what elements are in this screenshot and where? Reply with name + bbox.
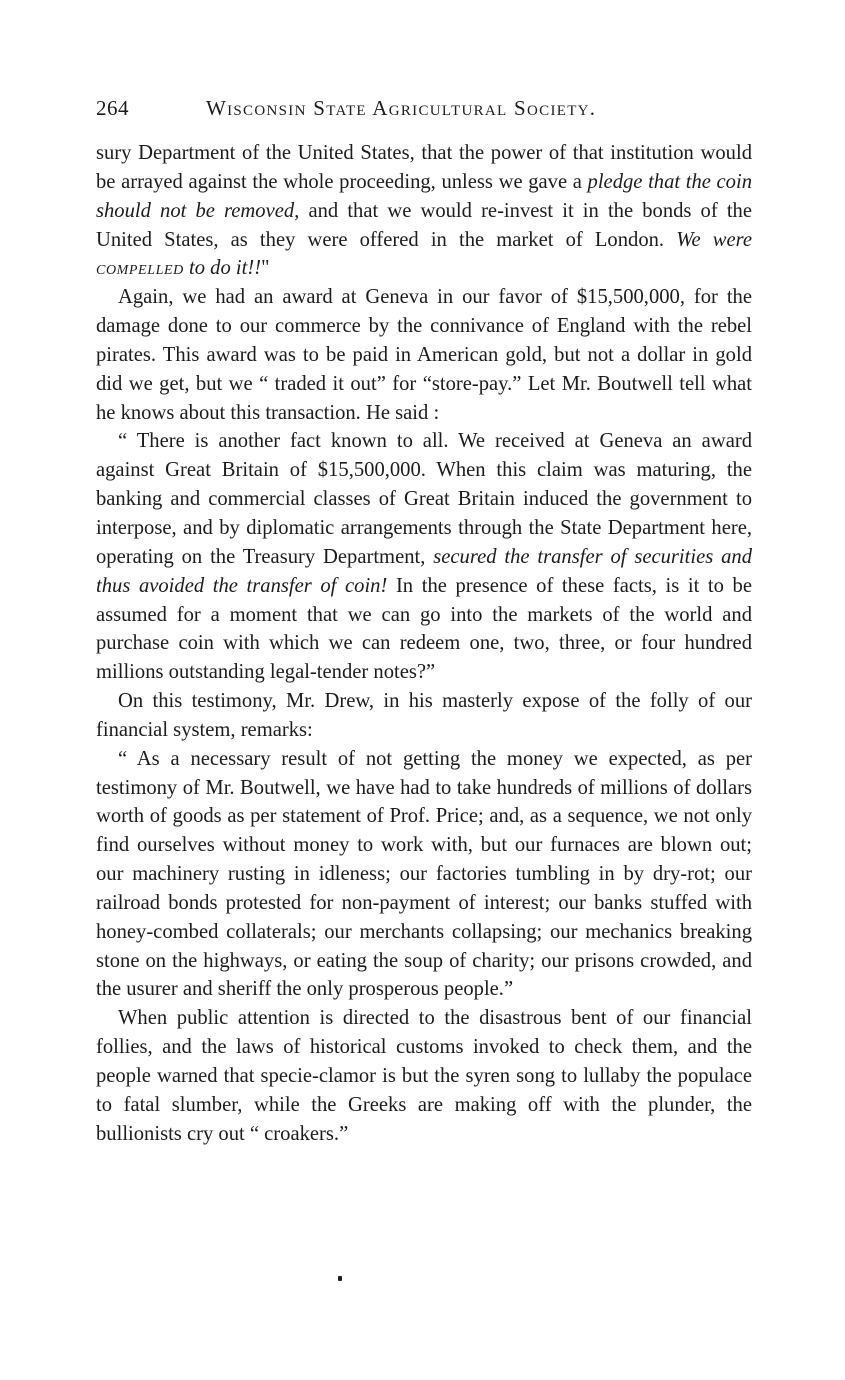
paragraph-boutwell-quote [96,427,752,687]
ink-speck [338,1276,342,1281]
page-number: 264 [96,96,129,120]
paragraph-drew-quote: “ As a necessary result of not getting the money we expected, as per testimony of Mr. Boutwell, we have had to take hundreds of millions of dollars worth of goods as per statement of Prof. Price; and, as a sequence, we not only find ourselves without money to work with, but our furnaces are blown out; our machinery rusting in idleness; our factories tumbling in by dry-rot; our railroad bonds protested for non-payment of interest; our banks stuffed with honey-combed collaterals; our merchants collapsing; our mechanics breaking stone on the highways, or eating the soup of charity; our prisons crowded, and the usurer and sheriff the only prosperous people.” [96,747,752,1001]
paragraph-geneva-award: Again, we had an award at Geneva in our favor of $15,500,000, for the damage done to our commerce by the connivance of England with the rebel pirates. This award was to be paid in American gold, but not a dollar in gold did we get, but we “ traded it out” for “store-pay.” Let Mr. Boutwell tell what he knows about this transaction. He said : [96,286,752,424]
paragraph-conclusion: When public attention is directed to the disastrous bent of our financial follies, and the laws of historical customs invoked to check them, and the people warned that specie-clamor is but the syren song to lullaby the populace to fatal slumber, while the Greeks are making off with the plunder, the bullionists cry out “ croakers.” [96,1007,752,1145]
closing-quote: " [261,257,270,280]
paragraph-drew-intro: On this testimony, Mr. Drew, in his masterly expose of the folly of our financial system, remarks: [96,690,752,741]
italic-text: pledge that the coin should not be removed, [96,170,752,222]
italic-text: secured the transfer of securities and thus avoided the transfer of coin! [96,545,752,597]
body-text [96,139,752,1149]
running-head: Wisconsin State Agricultural Society. [206,96,597,120]
text-run: In the presence of these facts, is it to be assumed for a moment that we can go into the markets of the world and purchase coin with which we can redeem one, two, three, or four hundred millions outstanding legal-tender notes?” [96,574,752,684]
italic-text: to do it!! [183,257,262,280]
text-run: and that we would re-invest it in the bonds of the United States, as they were offered in the market of London. [96,199,752,251]
small-caps-text: compelled [96,257,184,280]
text-run: sury Department of the United States, that the power of that institution would be arrayed against the whole proceeding, unless we gave a [96,142,752,193]
italic-text: We were [676,228,752,251]
page-header [96,96,756,126]
text-run: “ There is another fact known to all. We received at Geneva an award against Great Britain of $15,500,000. When this claim was maturing, the banking and commercial classes of Great Britain induced the government to interpose, and by diplomatic arrangements through the State Department here, operating on the Treasury Department, [96,430,752,568]
paragraph-continued-quote [96,139,752,283]
